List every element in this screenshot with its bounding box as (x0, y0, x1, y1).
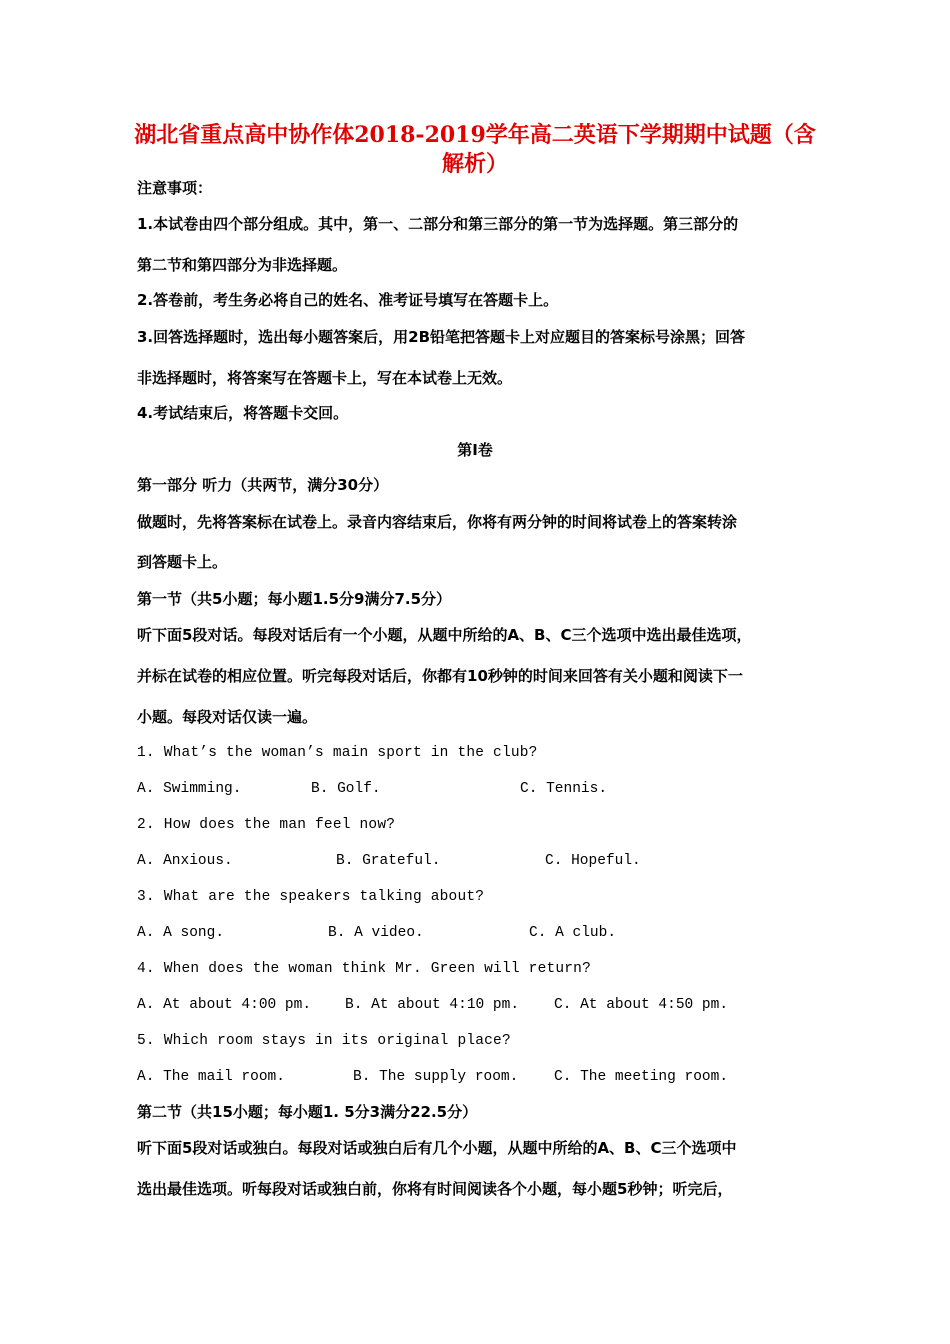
notice-item-2: 2.答卷前，考生务必将自己的姓名、准考证号填写在答题卡上。 (137, 291, 559, 309)
section2-intro-line-1: 听下面5段对话或独白。每段对话或独白后有几个小题，从题中所给的A、B、C三个选项中 (137, 1139, 737, 1157)
question-1: 1. What’s the woman’s main sport in the club? (137, 745, 538, 761)
title-line-2: 解析） (441, 151, 508, 177)
question-1-option-c: C. Tennis. (520, 781, 608, 797)
question-4-option-c: C. At about 4:50 pm. (554, 997, 729, 1013)
notice-item-1-line-2: 第二节和第四部分为非选择题。 (137, 256, 348, 274)
question-4-option-b: B. At about 4:10 pm. (345, 997, 520, 1013)
notice-item-1-line-1: 1.本试卷由四个部分组成。其中，第一、二部分和第三部分的第一节为选择题。第三部分的 (137, 215, 739, 233)
section1-intro-line-1: 听下面5段对话。每段对话后有一个小题，从题中所给的A、B、C三个选项中选出最佳选项， (137, 626, 752, 644)
section1-intro-line-3: 小题。每段对话仅读一遍。 (137, 708, 318, 726)
notice-item-4: 4.考试结束后，将答题卡交回。 (137, 404, 349, 422)
question-4-option-a: A. At about 4:00 pm. (137, 997, 312, 1013)
part1-intro-line-1: 做题时，先将答案标在试卷上。录音内容结束后，你将有两分钟的时间将试卷上的答案转涂 (137, 513, 738, 531)
question-5-option-c: C. The meeting room. (554, 1069, 729, 1085)
question-3-option-b: B. A video. (328, 925, 424, 941)
document-title (130, 121, 820, 179)
section2-heading: 第二节（共15小题；每小题1. 5分3满分22.5分） (137, 1103, 478, 1121)
title-line-1: 湖北省重点高中协作体2018-2019学年高二英语下学期期中试题（含 (134, 122, 816, 148)
question-1-option-b: B. Golf. (311, 781, 381, 797)
question-5-option-b: B. The supply room. (353, 1069, 519, 1085)
question-5-option-a: A. The mail room. (137, 1069, 285, 1085)
question-2-option-c: C. Hopeful. (545, 853, 641, 869)
section1-intro-line-2: 并标在试卷的相应位置。听完每段对话后，你都有10秒钟的时间来回答有关小题和阅读下一 (137, 667, 743, 685)
question-2-option-b: B. Grateful. (336, 853, 441, 869)
section1-heading: 第一节（共5小题；每小题1.5分9满分7.5分） (137, 590, 452, 608)
section2-intro-line-2: 选出最佳选项。听每段对话或独白前，你将有时间阅读各个小题，每小题5秒钟；听完后， (137, 1180, 733, 1198)
question-5: 5. Which room stays in its original place? (137, 1033, 511, 1049)
question-1-option-a: A. Swimming. (137, 781, 242, 797)
notice-heading: 注意事项： (137, 179, 213, 197)
question-3-option-c: C. A club. (529, 925, 617, 941)
part1-heading: 第一部分 听力（共两节，满分30分） (137, 476, 389, 494)
question-2-option-a: A. Anxious. (137, 853, 233, 869)
notice-item-3-line-2: 非选择题时，将答案写在答题卡上，写在本试卷上无效。 (137, 369, 513, 387)
question-4: 4. When does the woman think Mr. Green will return? (137, 961, 591, 977)
volume-title: 第I卷 (457, 441, 493, 459)
notice-item-3-line-1: 3.回答选择题时，选出每小题答案后，用2B铅笔把答题卡上对应题目的答案标号涂黑；回答 (137, 328, 746, 346)
question-2: 2. How does the man feel now? (137, 817, 396, 833)
part1-intro-line-2: 到答题卡上。 (137, 553, 228, 571)
question-3-option-a: A. A song. (137, 925, 225, 941)
question-3: 3. What are the speakers talking about? (137, 889, 485, 905)
